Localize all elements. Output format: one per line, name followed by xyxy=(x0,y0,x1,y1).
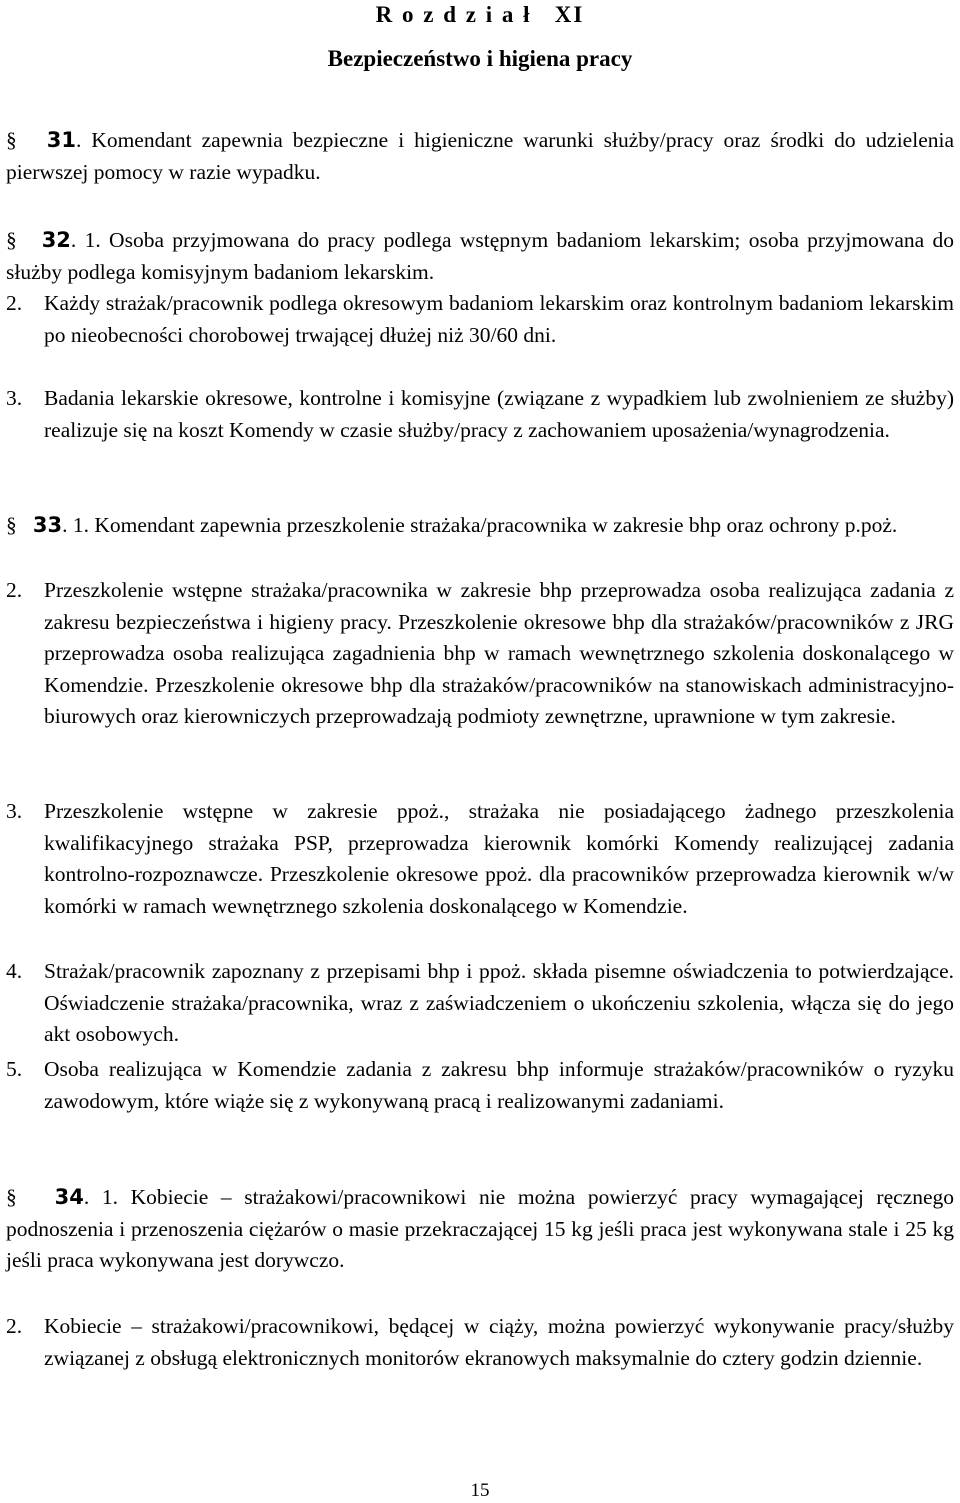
item-text: Strażak/pracownik zapoznany z przepisami bhp i ppoż. składa pisemne oświadczenia to potwierdzające. Oświadczenie strażaka/pracownika, wraz z zaświadczeniem o ukończeniu szkolenia, włącza się do jego akt osobowych. xyxy=(44,959,954,1046)
item-number: 3. xyxy=(6,386,23,410)
section-33-item-3 xyxy=(6,796,954,922)
section-text: . 1. Kobiecie – strażakowi/pracownikowi nie można powierzyć pracy wymagającej ręcznego podnoszenia i przenoszenia ciężarów o masie przekraczającej 15 kg jeśli praca jest wykonywana stale i 25 kg jeśli praca wykonywana jest dorywczo. xyxy=(6,1185,954,1272)
section-34-item-2 xyxy=(6,1311,954,1374)
section-33-item-5 xyxy=(6,1054,954,1117)
page-number: 15 xyxy=(470,1480,490,1501)
section-33 xyxy=(6,510,954,542)
section-text: . Komendant zapewnia bezpieczne i higieniczne warunki służby/pracy oraz środki do udzielenia pierwszej pomocy w razie wypadku. xyxy=(6,128,955,184)
chapter-heading: R o z d z i a ł XI xyxy=(375,2,585,27)
section-sign: § xyxy=(6,1185,17,1209)
section-34 xyxy=(6,1182,954,1277)
section-33-item-2 xyxy=(6,575,954,733)
section-33-item-4 xyxy=(6,956,954,1051)
item-number: 3. xyxy=(6,799,23,823)
chapter-title: Bezpieczeństwo i higiena pracy xyxy=(327,46,633,71)
item-text: Przeszkolenie wstępne w zakresie ppoż., strażaka nie posiadającego żadnego przeszkolenia kwalifikacyjnego strażaka PSP, przeprowadza kierownik komórki Komendy realizującej zadania kontrolno-rozpoznawcze. Przeszkolenie okresowe ppoż. dla pracowników przeprowadza kierownik w/w komórki w ramach wewnętrznego szkolenia doskonalącego w Komendzie. xyxy=(44,799,954,918)
section-number: 32 xyxy=(41,228,71,252)
section-32-item-3 xyxy=(6,383,954,446)
section-sign: § xyxy=(6,513,17,537)
item-text: Badania lekarskie okresowe, kontrolne i komisyjne (związane z wypadkiem lub zwolnieniem ze służby) realizuje się na koszt Komendy w czasie służby/pracy z zachowaniem uposażenia/wynagrodzenia. xyxy=(44,386,954,442)
section-32 xyxy=(6,225,954,288)
item-text: Każdy strażak/pracownik podlega okresowym badaniom lekarskim oraz kontrolnym badaniom lekarskim po nieobecności chorobowej trwającej dłużej niż 30/60 dni. xyxy=(44,291,954,347)
item-text: Osoba realizująca w Komendzie zadania z zakresu bhp informuje strażaków/pracowników o ryzyku zawodowym, które wiąże się z wykonywaną pracą i realizowanymi zadaniami. xyxy=(44,1057,954,1113)
item-number: 2. xyxy=(6,578,23,602)
section-number: 34 xyxy=(54,1185,84,1209)
item-number: 2. xyxy=(6,1314,23,1338)
item-number: 4. xyxy=(6,959,23,983)
item-number: 5. xyxy=(6,1057,23,1081)
section-32-item-2 xyxy=(6,288,954,351)
section-text: . 1. Osoba przyjmowana do pracy podlega wstępnym badaniom lekarskim; osoba przyjmowana do służby podlega komisyjnym badaniom lekarskim. xyxy=(6,228,955,284)
section-number: 31 xyxy=(46,128,76,152)
section-number: 33 xyxy=(32,513,63,537)
item-text: Kobiecie – strażakowi/pracownikowi, będącej w ciąży, można powierzyć wykonywanie pracy/służby związanej z obsługą elektronicznych monitorów ekranowych maksymalnie do cztery godzin dziennie. xyxy=(44,1314,954,1370)
item-number: 2. xyxy=(6,291,23,315)
section-text: . 1. Komendant zapewnia przeszkolenie strażaka/pracownika w zakresie bhp oraz ochrony p.poż. xyxy=(62,513,898,537)
section-sign: § xyxy=(6,228,17,252)
section-sign: § xyxy=(6,128,17,152)
section-31 xyxy=(6,125,954,188)
item-text: Przeszkolenie wstępne strażaka/pracownika w zakresie bhp przeprowadza osoba realizująca zadania z zakresu bezpieczeństwa i higieny pracy. Przeszkolenie okresowe bhp dla strażaków/pracowników z JRG przeprowadza osoba realizująca zagadnienia bhp w ramach wewnętrznego szkolenia doskonalącego w Komendzie. Przeszkolenie okresowe bhp dla strażaków/pracowników na stanowiskach administracyjno-biurowych oraz kierowniczych przeprowadzają podmioty zewnętrzne, uprawnione w tym zakresie. xyxy=(44,578,954,728)
